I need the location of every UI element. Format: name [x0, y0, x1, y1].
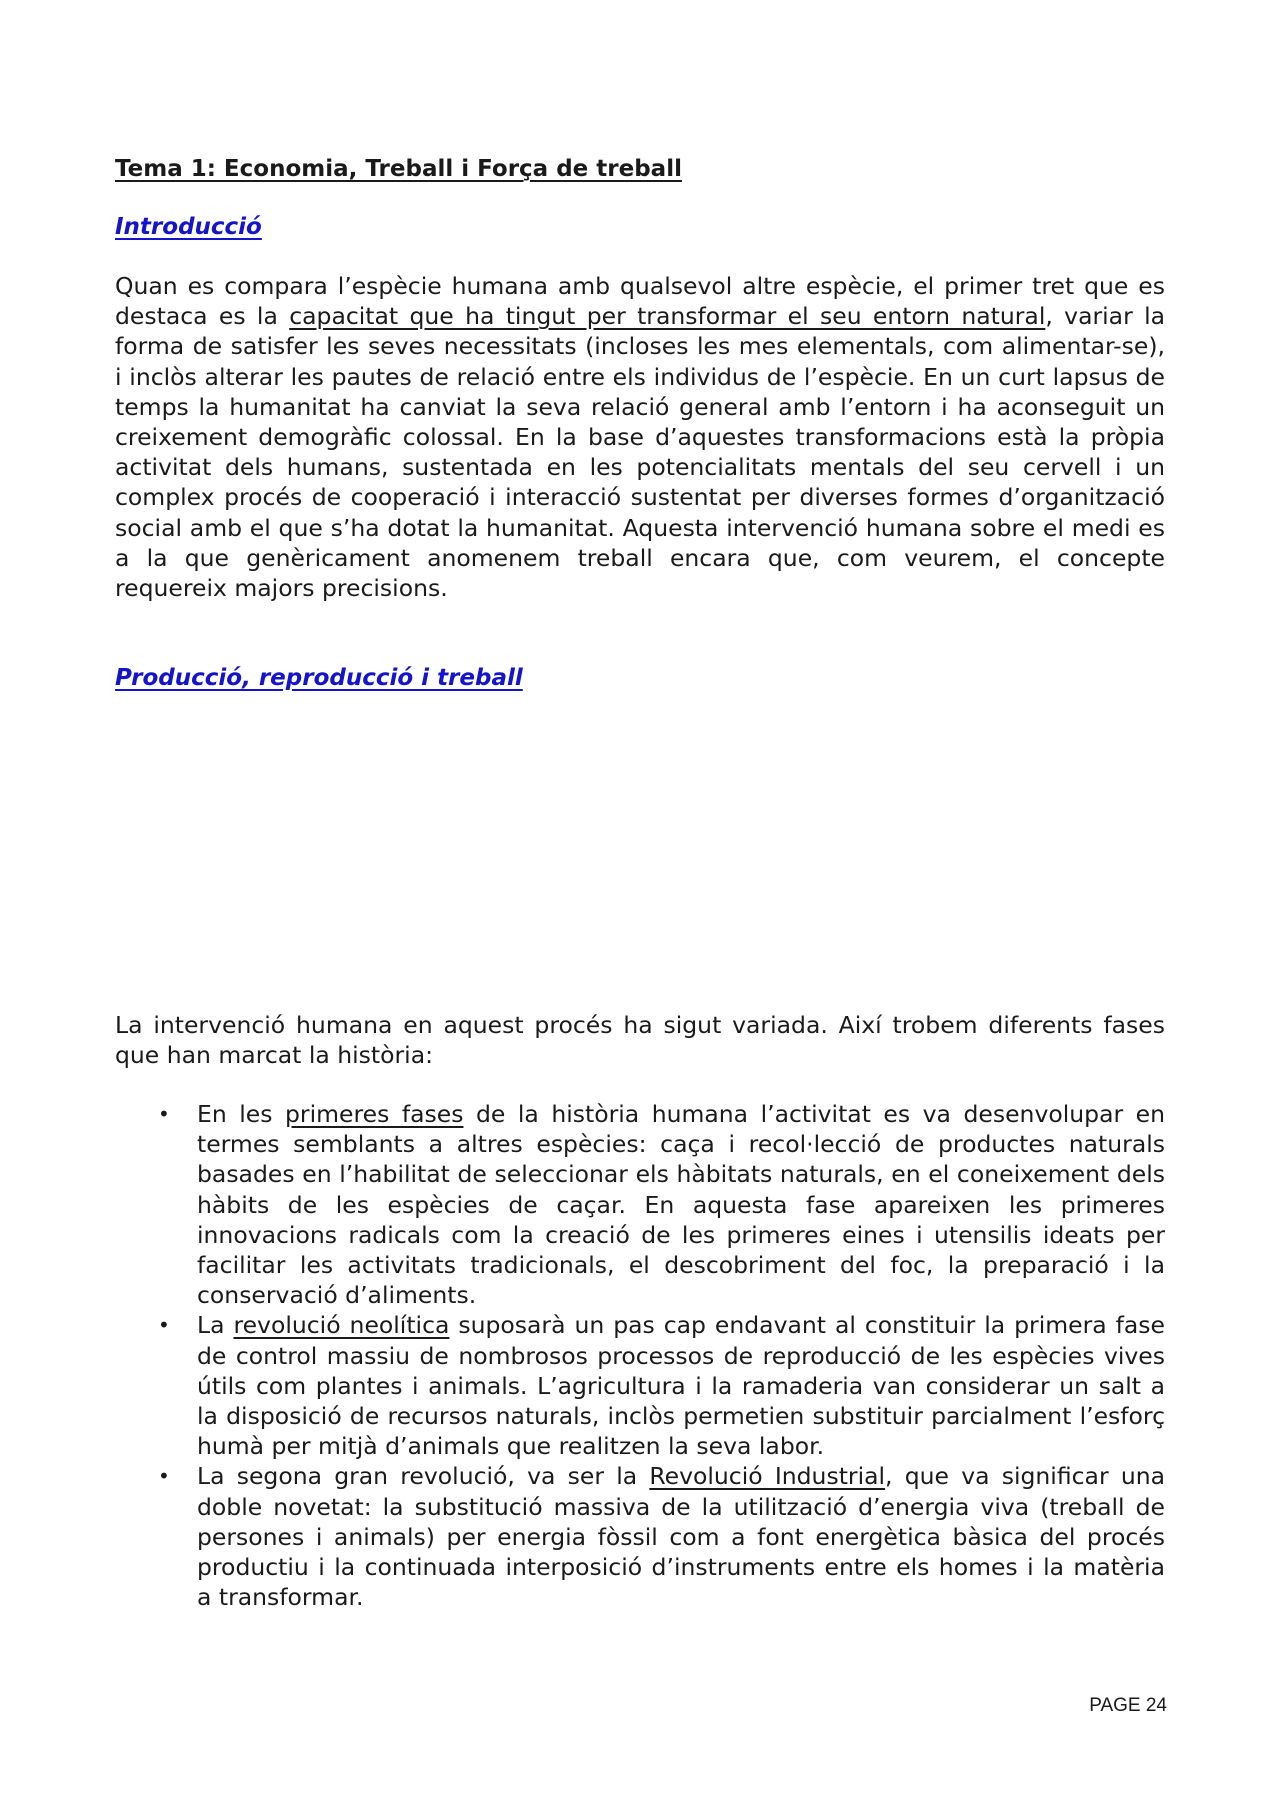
list-item-text: , que va significar una doble novetat: la substitució massiva de la utilització d’energia viva (treball de persones i animals) per energia fòssil com a font energètica bàsica del procés productiu i la continuada interposició d’instruments entre els homes i la matèria a transformar.: [197, 1462, 1166, 1612]
bullet-icon: •: [158, 1102, 170, 1126]
bullet-icon: •: [158, 1313, 170, 1338]
underlined-phrase: Revolució Industrial: [649, 1462, 886, 1491]
document-title: Tema 1: Economia, Treball i Força de treball: [115, 156, 682, 182]
underlined-phrase: revolució neolítica: [233, 1311, 450, 1340]
underlined-phrase: primeres fases: [285, 1100, 464, 1128]
phases-list: [115, 1099, 1165, 1612]
section-heading-introduction[interactable]: Introducció: [115, 214, 262, 240]
paragraph-text: Quan es compara l’espècie humana amb qualsevol altre espècie, el primer tret que es destaca es la: [115, 272, 1165, 331]
list-item-text: La segona gran revolució, va ser la: [197, 1462, 650, 1491]
list-item-text: En les: [197, 1100, 286, 1128]
list-item: [115, 1310, 1165, 1461]
bullet-icon: •: [158, 1464, 170, 1489]
underlined-phrase: capacitat que ha tingut per transformar el seu entorn natural: [289, 302, 1046, 331]
list-item-text: suposarà un pas cap endavant al constituir la primera fase de control massiu de nombrosos processos de reproducció de les espècies vives útils com plantes i animals. L’agricultura i la ramaderia van considerar un salt a la disposició de recursos naturals, inclòs permetien substituir parcialment l’esforç humà per mitjà d’animals que realitzen la seva labor.: [197, 1311, 1165, 1461]
section-heading-production[interactable]: Producció, reproducció i treball: [115, 665, 523, 691]
list-item: [115, 1099, 1165, 1310]
production-paragraph: La intervenció humana en aquest procés ha sigut variada. Així trobem diferents fases que han marcat la història:: [115, 1011, 1165, 1070]
page-number: PAGE 24: [1089, 1695, 1167, 1716]
list-item-text: de la història humana l’activitat es va desenvolupar en termes semblants a altres espècies: caça i recol·lecció de productes naturals basades en l’habilitat de seleccionar els hàbitats naturals, en el coneixement dels hàbits de les espècies de caçar. En aquesta fase apareixen les primeres innovacions radicals com la creació de les primeres eines i utensilis ideats per facilitar les activitats tradicionals, el descobriment del foc, la preparació i la conservació d’aliments.: [197, 1100, 1165, 1310]
paragraph-text: , variar la forma de satisfer les seves necessitats (incloses les mes elementals, com alimentar-se), i inclòs alterar les pautes de relació entre els individus de l’espècie. En un curt lapsus de temps la humanitat ha canviat la seva relació general amb l’entorn i ha aconseguit un creixement demogràfic colossal. En la base d’aquestes transformacions està la pròpia activitat dels humans, sustentada en les potencialitats mentals del seu cervell i un complex procés de cooperació i interacció sustentat per diverses formes d’organització social amb el que s’ha dotat la humanitat. Aquesta intervenció humana sobre el medi es a la que genèricament anomenem treball encara que, com veurem, el concepte requereix majors precisions.: [115, 302, 1165, 603]
list-item: [115, 1461, 1165, 1612]
introduction-paragraph: [115, 271, 1165, 603]
list-item-text: La: [197, 1311, 234, 1340]
